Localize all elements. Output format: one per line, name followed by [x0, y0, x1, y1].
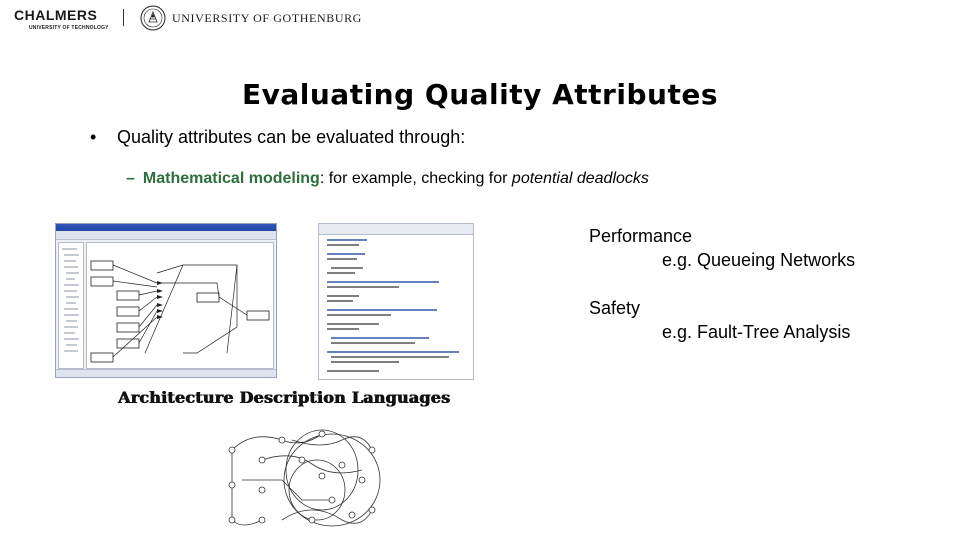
- bullet-symbol: •: [90, 127, 97, 147]
- safety-example: e.g. Fault-Tree Analysis: [662, 322, 851, 342]
- window-titlebar: [56, 224, 276, 231]
- bullet-text: Quality attributes can be evaluated through:: [117, 127, 466, 147]
- sub-bullet-dash: –: [126, 170, 135, 187]
- safety-label: Safety: [589, 298, 641, 318]
- gothenburg-logo-text: UNIVERSITY OF GOTHENBURG: [172, 11, 362, 25]
- sub-bullet-emphasis: potential deadlocks: [511, 170, 649, 187]
- state-graph-icon: [222, 420, 382, 535]
- window-menubar: [56, 231, 276, 240]
- chalmers-subtitle: UNIVERSITY OF TECHNOLOGY: [29, 25, 109, 31]
- modeling-tool-screenshot: [55, 223, 277, 378]
- header-logo-row: [0, 0, 960, 38]
- block-diagram-icon: [87, 243, 273, 368]
- window-statusbar: [56, 369, 276, 377]
- university-seal-icon: [140, 5, 166, 31]
- tree-lines-icon: [59, 243, 83, 368]
- performance-example: e.g. Queueing Networks: [662, 250, 856, 270]
- slide-title: [0, 78, 960, 111]
- slide-title-text: Evaluating Quality Attributes: [242, 78, 718, 111]
- adl-label: Architecture Description Languages: [118, 388, 451, 407]
- chalmers-logo: CHALMERS: [14, 7, 98, 23]
- tree-panel: [58, 242, 84, 369]
- sub-bullet-text: : for example, checking for: [319, 170, 512, 187]
- sub-bullet-item: [126, 170, 649, 188]
- logo-divider: [123, 9, 124, 26]
- code-lines-icon: [319, 234, 473, 379]
- sub-bullet-term: Mathematical modeling: [142, 170, 320, 187]
- performance-label: Performance: [589, 226, 693, 246]
- code-editor-screenshot: [318, 223, 474, 380]
- diagram-canvas: [86, 242, 274, 369]
